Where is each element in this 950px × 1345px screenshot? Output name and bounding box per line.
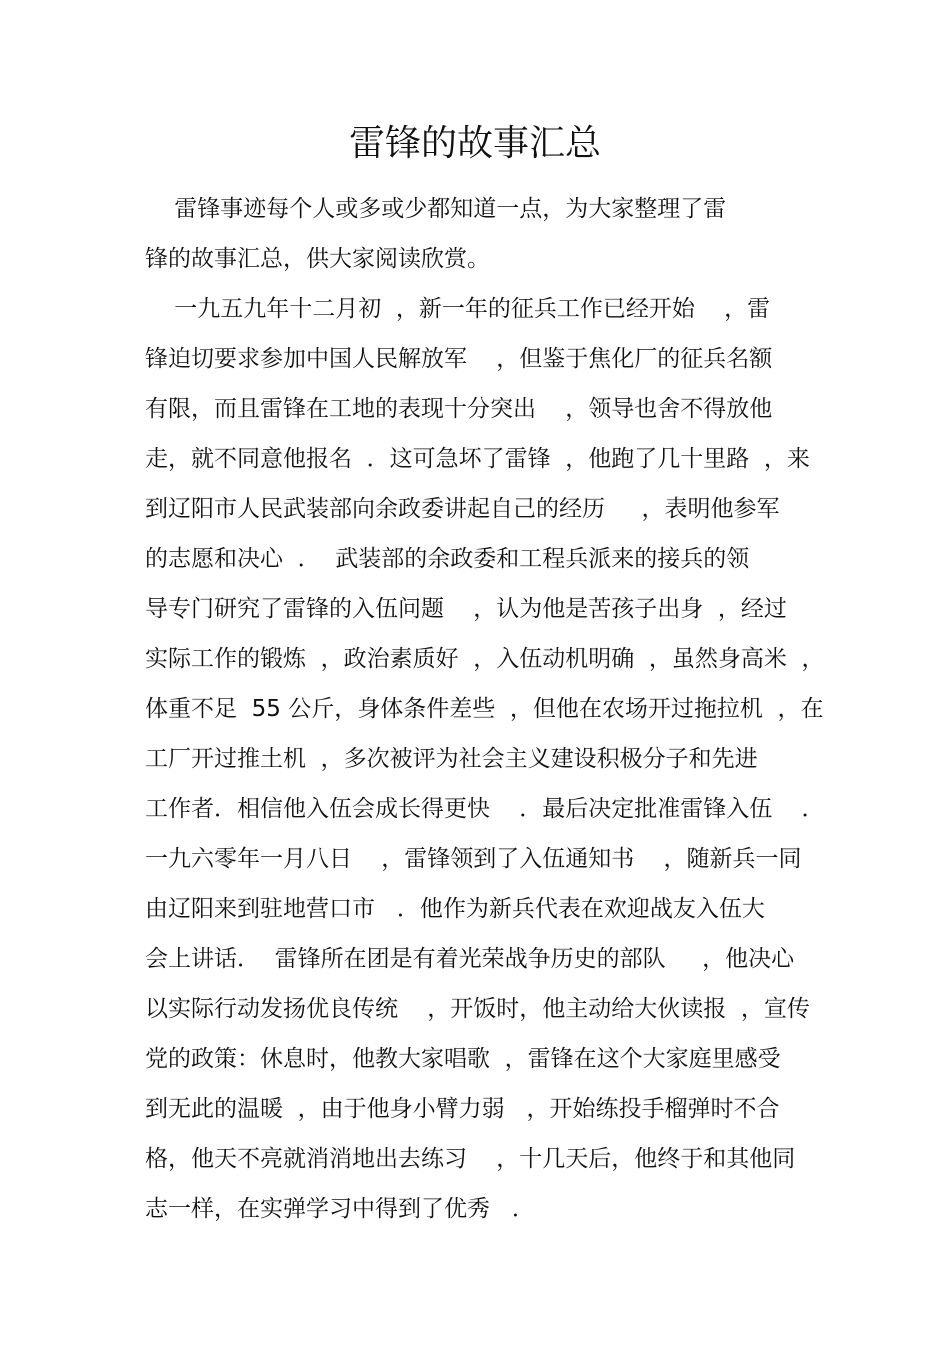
paragraph-line: 有限，而且雷锋在工地的表现十分突出 ，领导也舍不得放他 <box>145 396 773 422</box>
paragraph-line: 到辽阳市人民武装部向余政委讲起自己的经历 ，表明他参军 <box>145 496 780 522</box>
paragraph-line: 走，就不同意他报名 ．这可急坏了雷锋 ，他跑了几十里路 ，来 <box>145 446 810 472</box>
paragraph-line: 导专门研究了雷锋的入伍问题 ，认为他是苦孩子出身 ，经过 <box>145 596 787 622</box>
paragraph-line: 会上讲话． 雷锋所在团是有着光荣战争历史的部队 ，他决心 <box>145 946 795 972</box>
paragraph-line: 以实际行动发扬优良传统 ，开饭时，他主动给大伙读报 ，宣传 <box>145 996 810 1022</box>
paragraph-line: 体重不足 55 公斤，身体条件差些 ，但他在农场开过拖拉机 ，在 <box>145 696 824 722</box>
paragraph-line: 由辽阳来到驻地营口市 ．他作为新兵代表在欢迎战友入伍大 <box>145 896 765 922</box>
document-title: 雷锋的故事汇总 <box>348 123 601 164</box>
paragraph-line: 工作者．相信他入伍会成长得更快 ．最后决定批准雷锋入伍 ． <box>145 796 825 822</box>
paragraph-line: 雷锋事迹每个人或多或少都知道一点，为大家整理了雷 <box>145 196 727 222</box>
paragraph-line: 工厂开过推土机 ，多次被评为社会主义建设积极分子和先进 <box>145 746 758 772</box>
paragraph-line: 党的政策：休息时，他教大家唱歌 ，雷锋在这个大家庭里感受 <box>145 1046 781 1072</box>
paragraph-line: 的志愿和决心 ． 武装部的余政委和工程兵派来的接兵的领 <box>145 546 750 572</box>
paragraph-line: 志一样，在实弹学习中得到了优秀 ． <box>145 1196 535 1222</box>
paragraph-line: 锋迫切要求参加中国人民解放军 ，但鉴于焦化厂的征兵名额 <box>145 346 773 372</box>
paragraph-line: 锋的故事汇总，供大家阅读欣赏。 <box>145 246 490 272</box>
paragraph-line: 实际工作的锻炼 ，政治素质好 ，入伍动机明确 ，虽然身高米 ， <box>145 646 825 672</box>
paragraph-line: 格，他天不亮就消消地出去练习 ，十几天后，他终于和其他同 <box>145 1146 796 1172</box>
paragraph-line: 到无此的温暖 ，由于他身小臂力弱 ，开始练投手榴弹时不合 <box>145 1096 780 1122</box>
paragraph-line: 一九六零年一月八日 ，雷锋领到了入伍通知书 ，随新兵一同 <box>145 846 802 872</box>
paragraph-line: 一九五九年十二月初 ，新一年的征兵工作已经开始 ，雷 <box>145 296 771 322</box>
